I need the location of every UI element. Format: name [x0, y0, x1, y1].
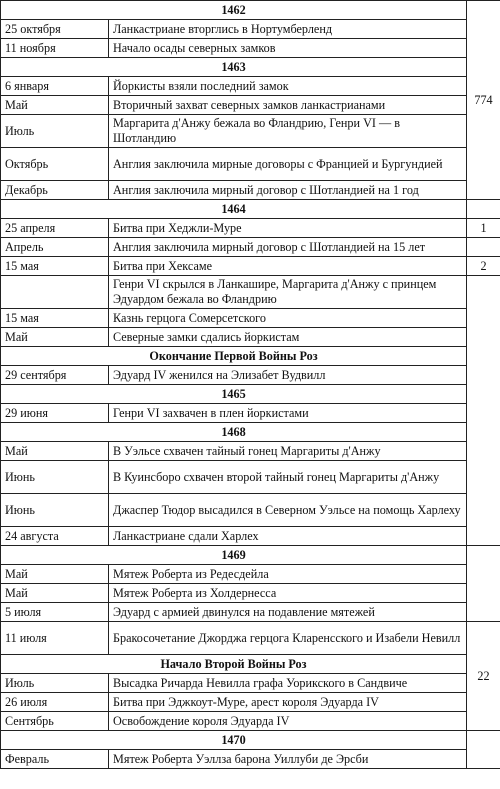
event-description: Генри VI скрылся в Ланкашире, Маргарита д'Анжу с принцем Эдуардом бежала во Фландрию: [109, 276, 467, 309]
year-header: 1470: [1, 731, 467, 750]
event-description: Англия заключила мирный договор с Шотландией на 1 год: [109, 181, 467, 200]
table-row: [1, 39, 500, 58]
event-date: 29 сентября: [1, 366, 109, 385]
table-row: [1, 565, 500, 584]
side-number: 2: [467, 257, 500, 276]
section-header: Начало Второй Войны Роз: [1, 655, 467, 674]
side-number: [467, 546, 500, 622]
year-row: [1, 423, 500, 442]
event-description: Высадка Ричарда Невилла графа Уорикского в Сандвиче: [109, 674, 467, 693]
table-row: [1, 257, 500, 276]
event-description: Битва при Эджкоут-Муре, арест короля Эдуарда IV: [109, 693, 467, 712]
event-description: Битва при Хеджли-Муре: [109, 219, 467, 238]
event-date: Июнь: [1, 461, 109, 494]
table-row: [1, 442, 500, 461]
event-description: Генри VI захвачен в плен йоркистами: [109, 404, 467, 423]
table-row: [1, 219, 500, 238]
table-row: [1, 148, 500, 181]
table-row: [1, 674, 500, 693]
table-row: [1, 603, 500, 622]
event-date: Июнь: [1, 494, 109, 527]
year-header: 1464: [1, 200, 467, 219]
event-description: Джаспер Тюдор высадился в Северном Уэльсе на помощь Харлеху: [109, 494, 467, 527]
event-date: Май: [1, 328, 109, 347]
event-description: Мятеж Роберта Уэллза барона Уиллуби де Эрсби: [109, 750, 467, 769]
event-date: Октябрь: [1, 148, 109, 181]
section-row: [1, 655, 500, 674]
event-description: Ланкастриане сдали Харлех: [109, 527, 467, 546]
event-date: Май: [1, 565, 109, 584]
event-date: Май: [1, 442, 109, 461]
year-row: [1, 200, 500, 219]
event-date: 6 января: [1, 77, 109, 96]
table-row: [1, 77, 500, 96]
table-row: [1, 181, 500, 200]
section-header: Окончание Первой Войны Роз: [1, 347, 467, 366]
event-date: Май: [1, 96, 109, 115]
event-date: 11 июля: [1, 622, 109, 655]
table-row: [1, 115, 500, 148]
year-row: [1, 546, 500, 565]
event-date: 29 июня: [1, 404, 109, 423]
table-row: [1, 461, 500, 494]
table-row: [1, 404, 500, 423]
side-number: [467, 200, 500, 219]
side-number: 22: [467, 622, 500, 731]
event-date: Май: [1, 584, 109, 603]
event-date: 24 августа: [1, 527, 109, 546]
side-number: 1: [467, 219, 500, 238]
event-date: Декабрь: [1, 181, 109, 200]
year-header: 1469: [1, 546, 467, 565]
event-date: 5 июля: [1, 603, 109, 622]
event-description: В Куинсборо схвачен второй тайный гонец Маргариты д'Анжу: [109, 461, 467, 494]
event-description: Мятеж Роберта из Холдернесса: [109, 584, 467, 603]
event-description: Эдуард с армией двинулся на подавление мятежей: [109, 603, 467, 622]
table-row: [1, 309, 500, 328]
year-row: [1, 58, 500, 77]
table-row: [1, 366, 500, 385]
side-number: [467, 276, 500, 546]
event-date: 25 апреля: [1, 219, 109, 238]
event-description: Эдуард IV женился на Элизабет Вудвилл: [109, 366, 467, 385]
event-date: 11 ноября: [1, 39, 109, 58]
event-description: Северные замки сдались йоркистам: [109, 328, 467, 347]
event-date: Февраль: [1, 750, 109, 769]
table-row: [1, 584, 500, 603]
year-row: [1, 385, 500, 404]
table-row: [1, 750, 500, 769]
table-row: [1, 96, 500, 115]
table-row: [1, 20, 500, 39]
side-number: [467, 731, 500, 769]
event-description: В Уэльсе схвачен тайный гонец Маргариты д'Анжу: [109, 442, 467, 461]
table-row: [1, 276, 500, 309]
table-row: [1, 622, 500, 655]
event-date: [1, 276, 109, 309]
event-description: Англия заключила мирный договор с Шотландией на 15 лет: [109, 238, 467, 257]
year-header: 1465: [1, 385, 467, 404]
year-header: 1463: [1, 58, 467, 77]
event-date: Сентябрь: [1, 712, 109, 731]
year-header: 1462: [1, 1, 467, 20]
year-row: [1, 1, 500, 20]
event-description: Казнь герцога Сомерсетского: [109, 309, 467, 328]
event-date: 15 мая: [1, 257, 109, 276]
table-row: [1, 693, 500, 712]
event-description: Освобождение короля Эдуарда IV: [109, 712, 467, 731]
event-description: Англия заключила мирные договоры с Францией и Бургундией: [109, 148, 467, 181]
event-description: Вторичный захват северных замков ланкастрианами: [109, 96, 467, 115]
event-description: Ланкастриане вторглись в Нортумберленд: [109, 20, 467, 39]
table-row: [1, 712, 500, 731]
event-description: Йоркисты взяли последний замок: [109, 77, 467, 96]
event-date: Июль: [1, 115, 109, 148]
year-header: 1468: [1, 423, 467, 442]
event-date: Июль: [1, 674, 109, 693]
table-row: [1, 328, 500, 347]
event-date: 25 октября: [1, 20, 109, 39]
event-date: 26 июля: [1, 693, 109, 712]
event-date: 15 мая: [1, 309, 109, 328]
year-row: [1, 731, 500, 750]
event-date: Апрель: [1, 238, 109, 257]
event-description: Маргарита д'Анжу бежала во Фландрию, Генри VI — в Шотландию: [109, 115, 467, 148]
event-description: Битва при Хексаме: [109, 257, 467, 276]
table-row: [1, 494, 500, 527]
event-description: Мятеж Роберта из Редесдейла: [109, 565, 467, 584]
table-row: [1, 238, 500, 257]
side-number: [467, 238, 500, 257]
side-number: 774: [467, 1, 500, 200]
event-description: Бракосочетание Джорджа герцога Кларенсского и Изабели Невилл: [109, 622, 467, 655]
event-description: Начало осады северных замков: [109, 39, 467, 58]
section-row: [1, 347, 500, 366]
chronology-body: [1, 1, 500, 769]
table-row: [1, 527, 500, 546]
